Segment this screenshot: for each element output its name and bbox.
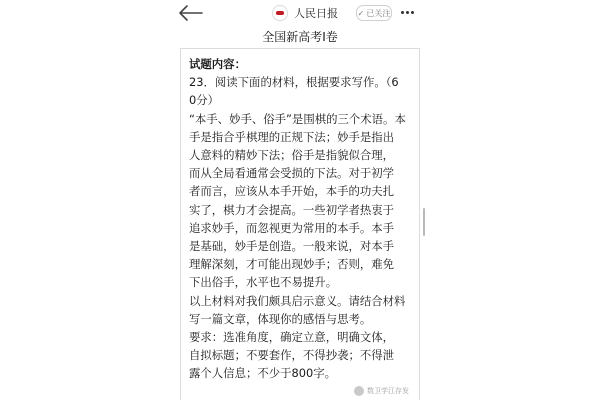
follow-button[interactable] <box>356 5 392 21</box>
article-line: 追求妙手，而忽视更为常用的本手。本手 <box>189 220 395 235</box>
back-button[interactable] <box>176 4 204 22</box>
article-line: 实了，棋力才会提高。一些初学者热衷于 <box>189 202 395 217</box>
article-line: 自拟标题；不要套作，不得抄袭；不得泄 <box>189 348 395 363</box>
article-line: 露个人信息；不少于800字。 <box>189 366 337 381</box>
watermark-icon <box>354 386 364 396</box>
back-arrow-icon <box>176 4 204 22</box>
people-daily-logo <box>272 5 288 21</box>
article-line-heading: 试题内容： <box>189 57 246 71</box>
article-line: 23．阅读下面的材料，根据要求写作。（6 <box>189 75 399 90</box>
article-line: 而从全局看通常会受损的下法。对于初学 <box>189 166 395 181</box>
article-line: 要求：选准角度，确定立意，明确文体， <box>189 330 395 345</box>
more-button[interactable] <box>396 3 418 21</box>
more-dots-icon <box>401 11 404 14</box>
article-line: 手是指合乎棋理的正规下法；妙手是指出 <box>189 129 395 144</box>
article-line: “本手、妙手、俗手”是围棋的三个术语。本 <box>189 111 406 126</box>
watermark <box>354 384 409 398</box>
account-name: 人民日报 <box>294 7 338 20</box>
article-line: 下出俗手，水平也不易提升。 <box>189 275 338 290</box>
article-line: 以上材料对我们颇具启示意义。请结合材料 <box>189 293 406 308</box>
article-line: 0分） <box>189 93 220 108</box>
article-line: 写一篇文章，体现你的感悟与思考。 <box>189 311 372 326</box>
scrollbar[interactable] <box>423 208 425 236</box>
follow-label: 已关注 <box>366 8 391 18</box>
article-line: 理解深刻，才可能出现妙手；否则，难免 <box>189 257 395 272</box>
top-bar <box>0 0 600 26</box>
article-line: 者而言，应该从本手开始，本手的功夫扎 <box>189 184 395 199</box>
watermark-text: 数卫学江存发 <box>367 387 409 395</box>
article-line: 人意料的精妙下法；俗手是指貌似合理， <box>189 148 395 163</box>
article-line: 是基础，妙手是创造。一般来说，对本手 <box>189 239 395 254</box>
account-info[interactable] <box>272 4 338 22</box>
article-card <box>180 48 420 400</box>
check-icon: ✓ <box>357 8 365 18</box>
article-content <box>189 55 415 383</box>
page-title: 全国新高考Ⅰ卷 <box>262 30 338 44</box>
